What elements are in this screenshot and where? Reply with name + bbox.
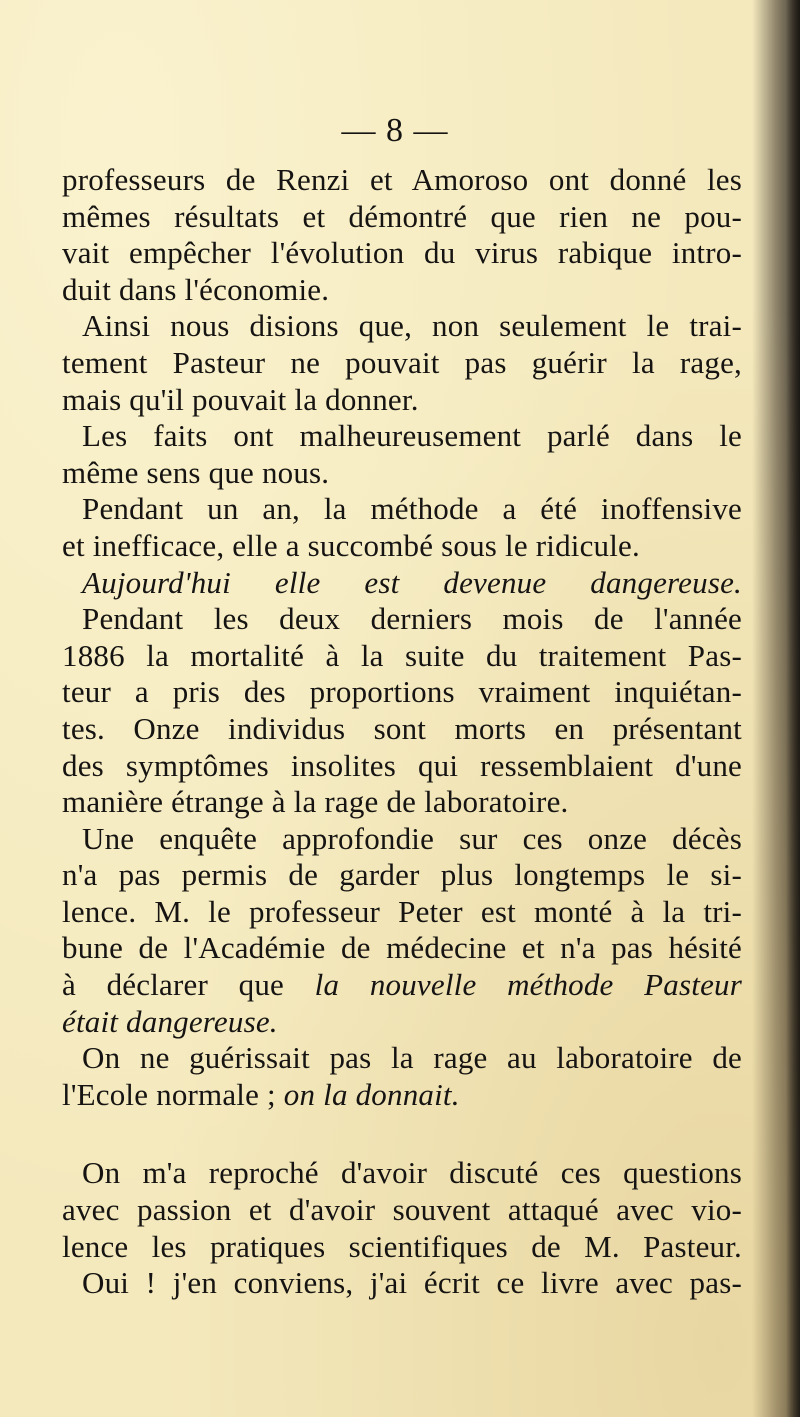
text-line: mêmes résultats et démontré que rien ne pou-: [62, 198, 742, 234]
text-line: Les faits ont malheureusement parlé dans le: [82, 418, 742, 454]
text-line: des symptômes insolites qui ressemblaient d'une: [62, 747, 742, 783]
text-line: tement Pasteur ne pouvait pas guérir la rage,: [62, 344, 742, 380]
text-line: tes. Onze individus sont morts en présentant: [62, 710, 742, 746]
italic-fragment: la nouvelle méthode Pasteur: [314, 967, 742, 1003]
text-line: bune de l'Académie de médecine et n'a pas hésité: [62, 930, 742, 966]
text-line: duit dans l'économie.: [62, 271, 330, 307]
text-line: On m'a reproché d'avoir discuté ces questions: [82, 1155, 742, 1191]
text-line: teur a pris des proportions vraiment inquiétan-: [62, 674, 742, 710]
text-fragment: l'Ecole normale ;: [62, 1076, 284, 1112]
text-line: lence les pratiques scientifiques de M. Pasteur.: [62, 1228, 742, 1264]
text-line: professeurs de Renzi et Amoroso ont donné les: [62, 162, 742, 197]
italic-statement: Aujourd'hui elle est devenue dangereuse.: [82, 564, 742, 600]
text-line: même sens que nous.: [62, 454, 330, 490]
text-line-mixed: [62, 967, 742, 1004]
text-line: Ainsi nous disions que, non seulement le trai-: [82, 308, 742, 344]
text-line: Pendant un an, la méthode a été inoffensive: [82, 491, 742, 527]
page-edge-shadow: [786, 0, 800, 1417]
text-line: n'a pas permis de garder plus longtemps le si-: [62, 857, 742, 893]
paragraph-gap: [62, 1113, 742, 1155]
text-line: Oui ! j'en conviens, j'ai écrit ce livre avec pas-: [82, 1265, 742, 1301]
page-number: — 8 —: [341, 112, 449, 149]
text-line: mais qu'il pouvait la donner.: [62, 381, 419, 417]
text-line-mixed: [62, 1077, 742, 1114]
text-line: et inefficace, elle a succombé sous le ridicule.: [62, 527, 640, 563]
text-line: manière étrange à la rage de laboratoire.: [62, 784, 569, 820]
text-line: lence. M. le professeur Peter est monté à la tri-: [62, 893, 742, 929]
body-text: [62, 162, 742, 1302]
italic-fragment: on la donnait.: [283, 1076, 460, 1112]
text-line: On ne guérissait pas la rage au laboratoire de: [82, 1040, 742, 1076]
text-line: avec passion et d'avoir souvent attaqué avec vio-: [62, 1192, 742, 1228]
text-line: vait empêcher l'évolution du virus rabique intro-: [62, 235, 742, 271]
text-line: 1886 la mortalité à la suite du traitement Pas-: [62, 637, 742, 673]
italic-fragment-line: était dangereuse.: [62, 1003, 278, 1039]
text-line: Une enquête approfondie sur ces onze décès: [82, 820, 742, 856]
text-line: Pendant les deux derniers mois de l'année: [82, 601, 742, 637]
text-fragment: à déclarer que: [62, 967, 315, 1003]
